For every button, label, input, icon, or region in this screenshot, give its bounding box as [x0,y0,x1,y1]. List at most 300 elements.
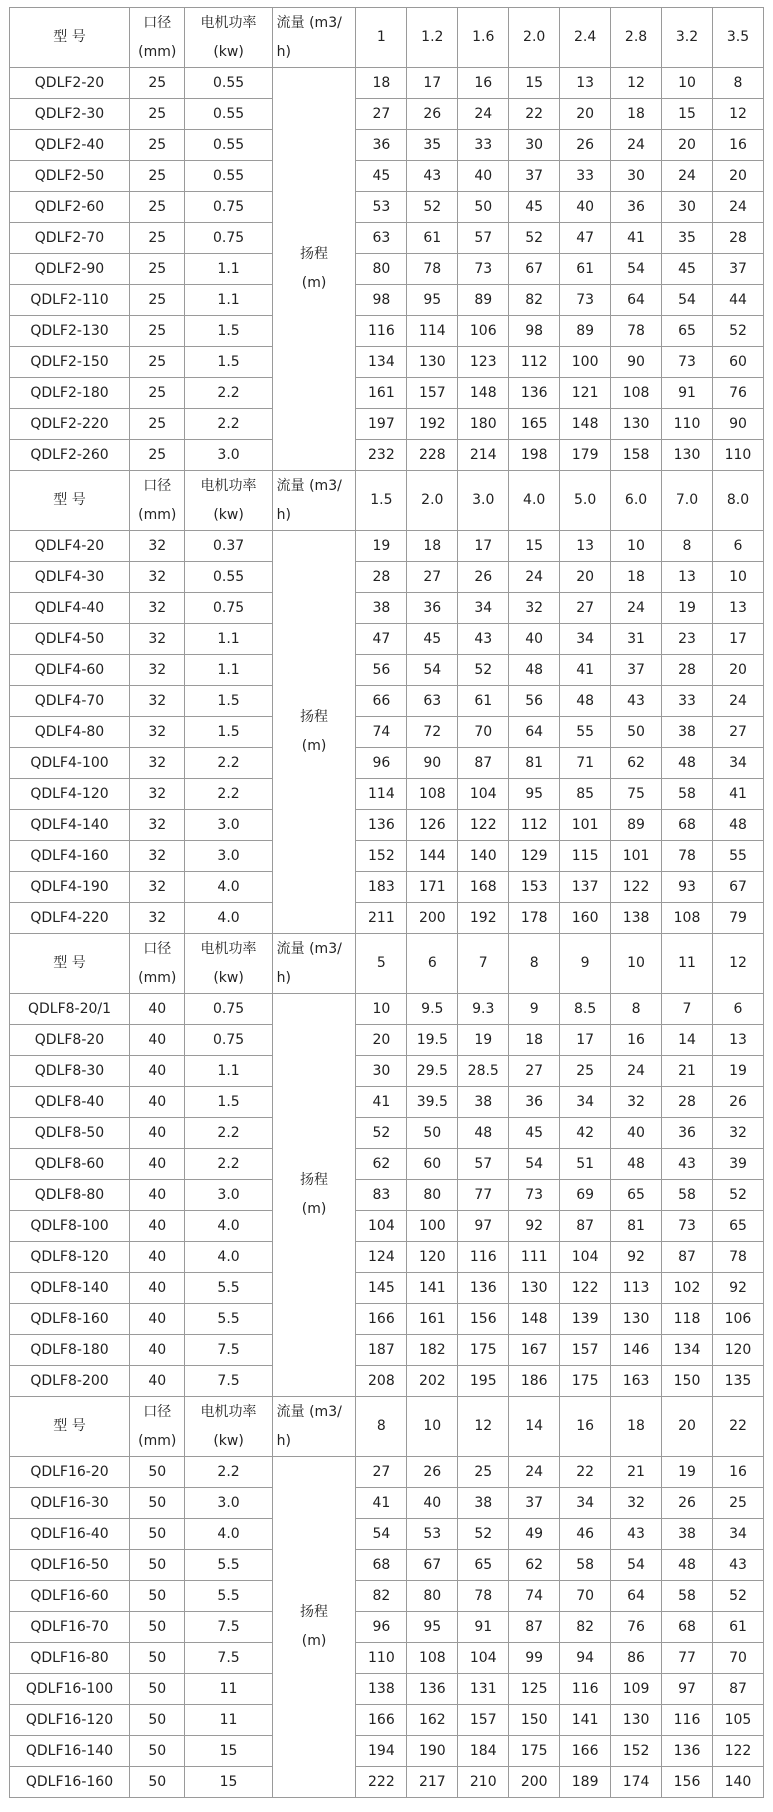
power-cell: 1.1 [185,1056,272,1087]
model-cell: QDLF8-200 [10,1366,130,1397]
head-label: 扬程 [300,1172,329,1188]
head-value-cell: 109 [611,1674,662,1705]
head-value-cell: 6 [712,994,763,1025]
head-value-cell: 77 [662,1643,713,1674]
power-header [185,1397,272,1457]
table-row [10,810,764,841]
header-row [10,934,764,994]
head-value-cell: 34 [560,1488,611,1519]
head-value-cell: 152 [611,1736,662,1767]
head-unit: (m) [301,275,327,291]
caliber-cell: 40 [130,1366,185,1397]
head-value-cell: 146 [611,1335,662,1366]
table-row [10,1335,764,1366]
head-value-cell: 58 [662,779,713,810]
head-value-cell: 43 [611,1519,662,1550]
head-value-cell: 14 [662,1025,713,1056]
head-value-cell: 24 [662,161,713,192]
head-value-cell: 197 [356,409,407,440]
power-cell: 0.75 [185,994,272,1025]
head-value-cell: 66 [356,686,407,717]
head-value-cell: 85 [560,779,611,810]
head-value-cell: 35 [407,130,458,161]
head-value-cell: 32 [611,1488,662,1519]
power-cell: 1.1 [185,655,272,686]
flow-value: 7 [458,934,509,994]
head-value-cell: 27 [356,1457,407,1488]
head-value-cell: 22 [560,1457,611,1488]
head-value-cell: 130 [509,1273,560,1304]
head-value-cell: 20 [560,562,611,593]
power-cell: 0.75 [185,192,272,223]
head-value-cell: 48 [509,655,560,686]
table-row [10,562,764,593]
head-value-cell: 157 [407,378,458,409]
head-value-cell: 156 [458,1304,509,1335]
caliber-cell: 25 [130,409,185,440]
head-value-cell: 105 [712,1705,763,1736]
caliber-cell: 32 [130,624,185,655]
head-value-cell: 34 [560,624,611,655]
model-cell: QDLF2-130 [10,316,130,347]
head-value-cell: 95 [509,779,560,810]
head-value-cell: 175 [560,1366,611,1397]
model-cell: QDLF2-20 [10,68,130,99]
table-row [10,285,764,316]
head-value-cell: 111 [509,1242,560,1273]
head-value-cell: 17 [712,624,763,655]
model-cell: QDLF4-70 [10,686,130,717]
head-value-cell: 232 [356,440,407,471]
model-header [10,1397,130,1457]
caliber-header-label: 口径 [143,477,172,494]
power-cell: 11 [185,1674,272,1705]
power-cell: 1.1 [185,254,272,285]
model-cell: QDLF2-50 [10,161,130,192]
head-value-cell: 110 [712,440,763,471]
table-row [10,1118,764,1149]
flow-value: 10 [407,1397,458,1457]
caliber-cell: 40 [130,1304,185,1335]
head-value-cell: 101 [611,841,662,872]
caliber-header [130,471,185,531]
head-value-cell: 26 [458,562,509,593]
head-value-cell: 171 [407,872,458,903]
model-cell: QDLF16-100 [10,1674,130,1705]
caliber-cell: 25 [130,378,185,409]
head-value-cell: 83 [356,1180,407,1211]
flow-value: 1.5 [356,471,407,531]
flow-value: 6 [407,934,458,994]
head-value-cell: 81 [509,748,560,779]
head-value-cell: 16 [712,1457,763,1488]
head-value-cell: 19 [662,593,713,624]
table-row [10,1643,764,1674]
head-value-cell: 62 [509,1550,560,1581]
head-value-cell: 8.5 [560,994,611,1025]
head-value-cell: 61 [712,1612,763,1643]
head-value-cell: 15 [509,531,560,562]
head-value-cell: 112 [509,347,560,378]
flow-value: 2.0 [407,471,458,531]
head-value-cell: 99 [509,1643,560,1674]
model-cell: QDLF8-50 [10,1118,130,1149]
head-value-cell: 43 [662,1149,713,1180]
head-value-cell: 8 [611,994,662,1025]
head-value-cell: 73 [509,1180,560,1211]
table-row [10,1736,764,1767]
head-value-cell: 134 [356,347,407,378]
caliber-cell: 32 [130,903,185,934]
caliber-cell: 25 [130,99,185,130]
head-label-cell [272,1457,356,1798]
head-value-cell: 54 [611,1550,662,1581]
head-value-cell: 98 [509,316,560,347]
head-value-cell: 73 [662,1211,713,1242]
head-value-cell: 92 [509,1211,560,1242]
head-value-cell: 106 [712,1304,763,1335]
head-value-cell: 104 [356,1211,407,1242]
head-value-cell: 152 [356,841,407,872]
head-value-cell: 100 [407,1211,458,1242]
head-value-cell: 43 [611,686,662,717]
head-value-cell: 6 [712,531,763,562]
model-cell: QDLF2-150 [10,347,130,378]
head-value-cell: 121 [560,378,611,409]
head-value-cell: 53 [356,192,407,223]
power-header-unit: (kw) [213,506,244,523]
head-value-cell: 7 [662,994,713,1025]
head-value-cell: 157 [458,1705,509,1736]
model-cell: QDLF16-80 [10,1643,130,1674]
head-value-cell: 163 [611,1366,662,1397]
head-value-cell: 87 [509,1612,560,1643]
model-cell: QDLF4-20 [10,531,130,562]
head-value-cell: 114 [356,779,407,810]
head-value-cell: 136 [662,1736,713,1767]
head-value-cell: 136 [407,1674,458,1705]
table-row [10,378,764,409]
head-value-cell: 161 [407,1304,458,1335]
head-label: 扬程 [300,709,329,725]
flow-header-label: 流量 (m3/ [276,1403,342,1420]
caliber-cell: 25 [130,223,185,254]
head-value-cell: 55 [712,841,763,872]
table-row [10,779,764,810]
head-value-cell: 87 [560,1211,611,1242]
head-value-cell: 130 [407,347,458,378]
head-value-cell: 130 [662,440,713,471]
head-value-cell: 56 [509,686,560,717]
head-value-cell: 44 [712,285,763,316]
caliber-header-label: 口径 [143,14,172,31]
head-value-cell: 108 [407,779,458,810]
head-value-cell: 61 [407,223,458,254]
head-value-cell: 33 [458,130,509,161]
caliber-cell: 25 [130,316,185,347]
head-value-cell: 10 [662,68,713,99]
head-value-cell: 32 [509,593,560,624]
head-value-cell: 25 [712,1488,763,1519]
flow-value: 14 [509,1397,560,1457]
head-value-cell: 87 [662,1242,713,1273]
head-value-cell: 10 [712,562,763,593]
head-value-cell: 113 [611,1273,662,1304]
power-header-label: 电机功率 [200,14,257,31]
caliber-header-unit: (mm) [138,1432,177,1449]
head-value-cell: 145 [356,1273,407,1304]
head-unit: (m) [301,1633,327,1649]
caliber-cell: 32 [130,686,185,717]
caliber-cell: 50 [130,1767,185,1798]
head-value-cell: 102 [662,1273,713,1304]
head-value-cell: 141 [407,1273,458,1304]
head-value-cell: 140 [712,1767,763,1798]
table-row [10,624,764,655]
model-cell: QDLF2-30 [10,99,130,130]
model-cell: QDLF16-20 [10,1457,130,1488]
head-value-cell: 24 [611,1056,662,1087]
head-value-cell: 45 [662,254,713,285]
table-row [10,161,764,192]
head-value-cell: 20 [560,99,611,130]
head-value-cell: 76 [712,378,763,409]
power-cell: 2.2 [185,1457,272,1488]
flow-value: 10 [611,934,662,994]
model-cell: QDLF16-140 [10,1736,130,1767]
head-value-cell: 200 [509,1767,560,1798]
table-row [10,347,764,378]
flow-header-unit: h) [276,506,291,523]
caliber-cell: 32 [130,531,185,562]
caliber-cell: 40 [130,1273,185,1304]
flow-value: 11 [662,934,713,994]
head-value-cell: 48 [662,748,713,779]
head-value-cell: 200 [407,903,458,934]
power-cell: 0.55 [185,99,272,130]
head-value-cell: 67 [407,1550,458,1581]
head-value-cell: 50 [611,717,662,748]
head-value-cell: 120 [407,1242,458,1273]
head-label-cell [272,994,356,1397]
table-row [10,130,764,161]
power-header-label: 电机功率 [200,940,257,957]
head-value-cell: 78 [662,841,713,872]
head-value-cell: 144 [407,841,458,872]
head-value-cell: 104 [458,779,509,810]
head-value-cell: 108 [611,378,662,409]
power-header-unit: (kw) [213,43,244,60]
caliber-cell: 40 [130,1118,185,1149]
head-value-cell: 130 [611,409,662,440]
head-value-cell: 33 [662,686,713,717]
table-row [10,1767,764,1798]
head-value-cell: 76 [611,1612,662,1643]
head-value-cell: 80 [407,1581,458,1612]
head-value-cell: 124 [356,1242,407,1273]
head-value-cell: 89 [560,316,611,347]
power-cell: 3.0 [185,1488,272,1519]
model-cell: QDLF4-120 [10,779,130,810]
head-value-cell: 61 [560,254,611,285]
table-row [10,1242,764,1273]
head-value-cell: 161 [356,378,407,409]
head-value-cell: 12 [712,99,763,130]
table-body [10,8,764,1798]
head-value-cell: 110 [662,409,713,440]
caliber-cell: 32 [130,872,185,903]
head-value-cell: 92 [611,1242,662,1273]
power-cell: 11 [185,1705,272,1736]
caliber-cell: 40 [130,1056,185,1087]
table-row [10,1087,764,1118]
head-value-cell: 28 [712,223,763,254]
head-value-cell: 13 [662,562,713,593]
head-value-cell: 68 [662,1612,713,1643]
head-value-cell: 150 [662,1366,713,1397]
head-label-cell [272,68,356,471]
model-cell: QDLF8-180 [10,1335,130,1366]
head-value-cell: 8 [712,68,763,99]
flow-value: 2.4 [560,8,611,68]
head-value-cell: 100 [560,347,611,378]
head-value-cell: 56 [356,655,407,686]
head-value-cell: 82 [356,1581,407,1612]
head-value-cell: 90 [611,347,662,378]
model-cell: QDLF4-40 [10,593,130,624]
head-value-cell: 120 [712,1335,763,1366]
caliber-cell: 40 [130,1335,185,1366]
head-value-cell: 50 [407,1118,458,1149]
flow-value: 22 [712,1397,763,1457]
table-row [10,655,764,686]
head-value-cell: 20 [662,130,713,161]
caliber-header-label: 口径 [143,1403,172,1420]
head-value-cell: 81 [611,1211,662,1242]
head-value-cell: 28 [662,655,713,686]
head-value-cell: 30 [611,161,662,192]
head-value-cell: 115 [560,841,611,872]
flow-value: 3.2 [662,8,713,68]
head-value-cell: 70 [458,717,509,748]
head-value-cell: 140 [458,841,509,872]
head-value-cell: 189 [560,1767,611,1798]
head-value-cell: 60 [712,347,763,378]
head-value-cell: 43 [458,624,509,655]
caliber-cell: 40 [130,994,185,1025]
power-cell: 3.0 [185,1180,272,1211]
head-label: 扬程 [300,1604,329,1620]
head-value-cell: 47 [356,624,407,655]
head-value-cell: 125 [509,1674,560,1705]
table-row [10,1211,764,1242]
head-value-cell: 72 [407,717,458,748]
head-value-cell: 104 [458,1643,509,1674]
model-cell: QDLF8-20/1 [10,994,130,1025]
head-value-cell: 70 [560,1581,611,1612]
power-cell: 1.1 [185,624,272,655]
head-value-cell: 63 [356,223,407,254]
head-value-cell: 58 [662,1581,713,1612]
head-value-cell: 210 [458,1767,509,1798]
power-cell: 5.5 [185,1581,272,1612]
model-cell: QDLF8-120 [10,1242,130,1273]
head-value-cell: 30 [662,192,713,223]
power-cell: 1.5 [185,347,272,378]
head-value-cell: 52 [356,1118,407,1149]
head-value-cell: 24 [712,192,763,223]
head-value-cell: 166 [356,1304,407,1335]
power-cell: 1.1 [185,285,272,316]
head-value-cell: 104 [560,1242,611,1273]
head-value-cell: 71 [560,748,611,779]
head-value-cell: 108 [407,1643,458,1674]
table-row [10,903,764,934]
head-value-cell: 211 [356,903,407,934]
head-value-cell: 21 [611,1457,662,1488]
flow-value: 3.0 [458,471,509,531]
head-value-cell: 58 [662,1180,713,1211]
flow-value: 6.0 [611,471,662,531]
head-value-cell: 95 [407,1612,458,1643]
flow-value: 8.0 [712,471,763,531]
head-value-cell: 162 [407,1705,458,1736]
head-value-cell: 148 [458,378,509,409]
head-value-cell: 18 [611,562,662,593]
flow-value: 2.0 [509,8,560,68]
model-cell: QDLF2-260 [10,440,130,471]
power-header [185,8,272,68]
caliber-cell: 50 [130,1612,185,1643]
model-cell: QDLF16-30 [10,1488,130,1519]
caliber-cell: 32 [130,717,185,748]
head-value-cell: 26 [560,130,611,161]
head-unit: (m) [301,738,327,754]
head-value-cell: 41 [611,223,662,254]
header-row [10,8,764,68]
head-value-cell: 52 [712,1581,763,1612]
table-row [10,1056,764,1087]
head-value-cell: 39.5 [407,1087,458,1118]
head-value-cell: 95 [407,285,458,316]
head-value-cell: 77 [458,1180,509,1211]
flow-value: 1.6 [458,8,509,68]
head-value-cell: 52 [712,316,763,347]
head-value-cell: 45 [356,161,407,192]
head-value-cell: 27 [560,593,611,624]
head-value-cell: 45 [407,624,458,655]
head-value-cell: 130 [611,1705,662,1736]
head-value-cell: 24 [712,686,763,717]
header-row [10,471,764,531]
head-value-cell: 9 [509,994,560,1025]
head-value-cell: 13 [560,531,611,562]
head-value-cell: 175 [458,1335,509,1366]
table-row [10,1612,764,1643]
power-cell: 2.2 [185,378,272,409]
power-cell: 7.5 [185,1335,272,1366]
head-value-cell: 41 [560,655,611,686]
table-row [10,440,764,471]
head-value-cell: 36 [356,130,407,161]
caliber-cell: 40 [130,1211,185,1242]
power-cell: 5.5 [185,1550,272,1581]
head-value-cell: 214 [458,440,509,471]
head-value-cell: 16 [712,130,763,161]
head-value-cell: 153 [509,872,560,903]
head-value-cell: 16 [611,1025,662,1056]
head-value-cell: 13 [712,593,763,624]
